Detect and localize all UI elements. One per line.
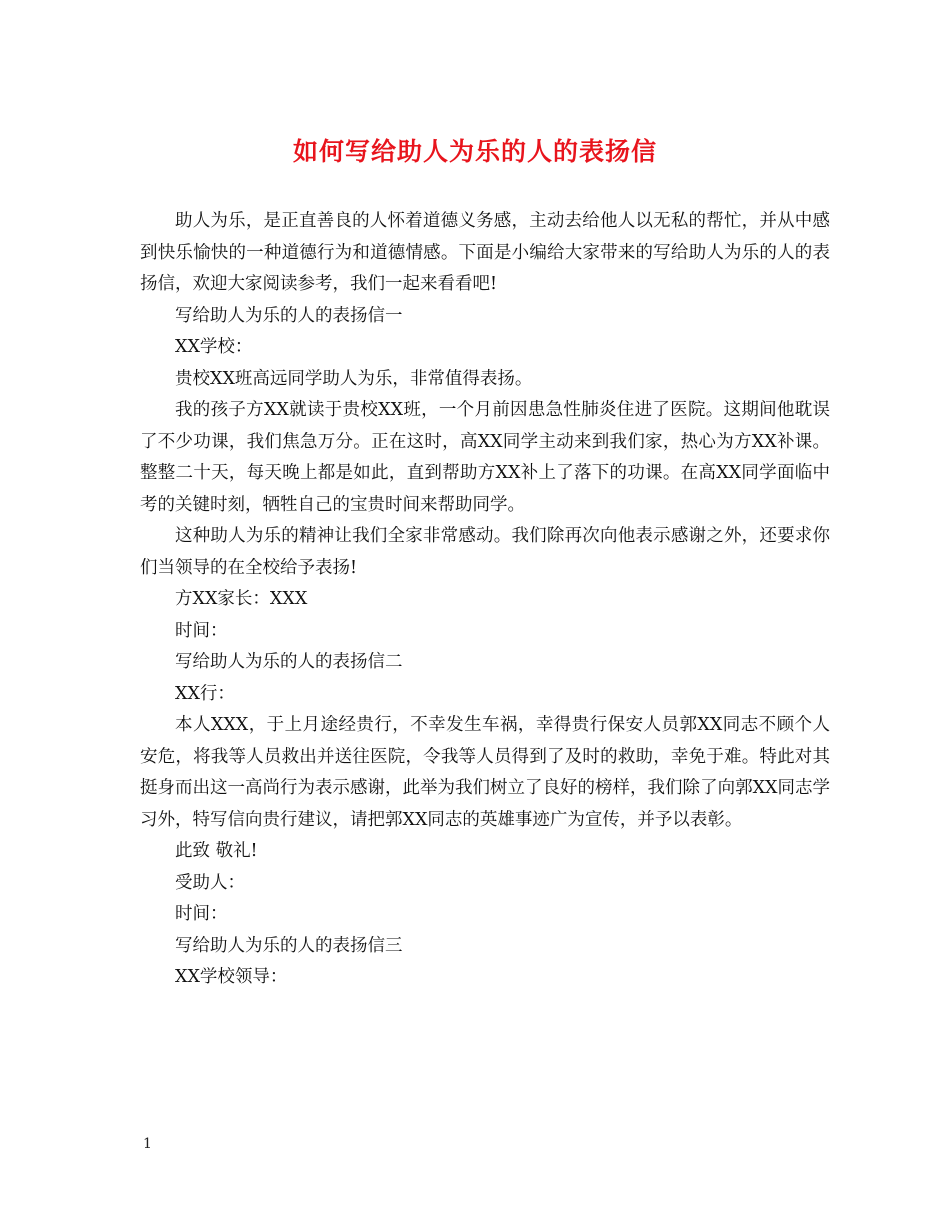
salutation-bank: XX行：: [175, 683, 235, 704]
intro-paragraph: 助人为乐，是正直善良的人怀着道德义务感，主动去给他人以无私的帮忙，并从中感到快乐愉快的一种道德行为和道德情感。下面是小编给大家带来的写给助人为乐的人的表扬信，欢迎大家阅读参考，我们一起来看看吧!: [140, 211, 830, 294]
page-number: 1: [143, 1136, 152, 1152]
salutation-school: XX学校：: [175, 337, 253, 357]
section-heading-letter-one: 写给助人为乐的人的表扬信一: [175, 305, 403, 326]
letter-two-signature: 受助人：: [175, 872, 245, 893]
document-title: 如何写给助人为乐的人的表扬信: [292, 137, 657, 166]
section-heading-letter-two: 写给助人为乐的人的表扬信二: [175, 652, 403, 672]
section-heading-letter-three: 写给助人为乐的人的表扬信三: [175, 935, 403, 956]
document-body: [140, 206, 830, 994]
letter-one-signature: 方XX家长：XXX: [175, 589, 308, 609]
letter-one-paragraph: 贵校XX班高远同学助人为乐，非常值得表扬。: [175, 368, 533, 389]
letter-two-paragraph: 本人XXX，于上月途经贵行，不幸发生车祸，幸得贵行保安人员郭XX同志不顾个人安危，将我等人员救出并送往医院，令我等人员得到了及时的救助，幸免于难。特此对其挺身而出这一高尚行为表示感谢，此举为我们树立了良好的榜样，我们除了向郭XX同志学习外，特写信向贵行建议，请把郭XX同志的英雄事迹广为宣传，并予以表彰。: [140, 715, 830, 830]
letter-one-date: 时间：: [175, 620, 228, 641]
letter-one-paragraph: 这种助人为乐的精神让我们全家非常感动。我们除再次向他表示感谢之外，还要求你们当领导的在全校给予表扬!: [140, 526, 830, 578]
letter-two-closing: 此致 敬礼!: [175, 841, 258, 861]
salutation-school-leaders: XX学校领导：: [175, 967, 288, 987]
letter-one-paragraph: 我的孩子方XX就读于贵校XX班，一个月前因患急性肺炎住进了医院。这期间他耽误了不少功课，我们焦急万分。正在这时，高XX同学主动来到我们家，热心为方XX补课。整整二十天，每天晚上都是如此，直到帮助方XX补上了落下的功课。在高XX同学面临中考的关键时刻，牺牲自己的宝贵时间来帮助同学。: [140, 400, 830, 515]
letter-two-date: 时间：: [175, 904, 228, 924]
